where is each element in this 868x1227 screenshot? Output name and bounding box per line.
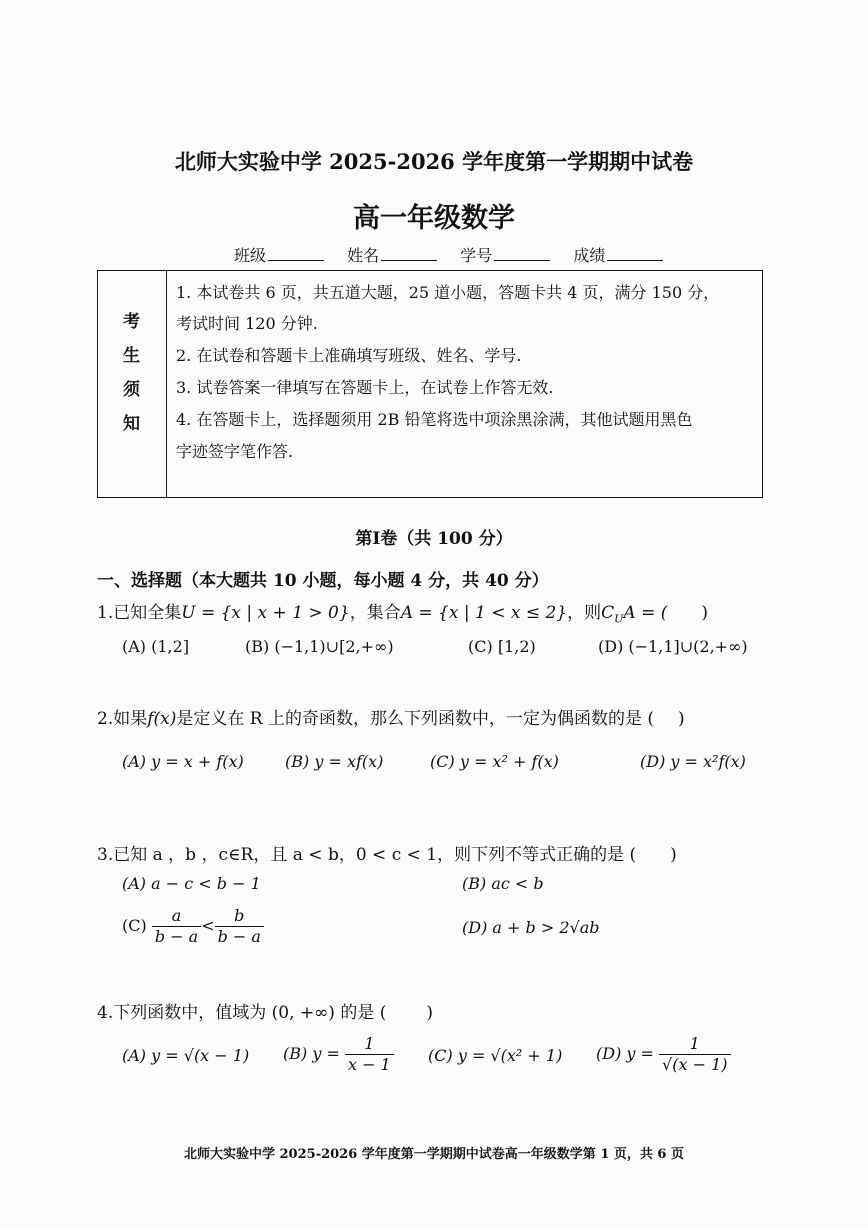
notice-char: 知 [123,414,140,434]
student-info-row [234,243,681,266]
q3-option-c-label: (C) [122,916,147,935]
fraction-numerator: 1 [659,1034,730,1055]
q3-fraction [215,906,264,947]
exam-notice-box [97,270,763,498]
score-blank[interactable] [607,246,663,261]
fraction-denominator: x − 1 [347,1055,391,1074]
notice-char: 生 [123,346,140,366]
q4-option-d-label: (D) y = [596,1044,654,1063]
q3-text: ) [670,845,677,865]
q4-option-d[interactable] [596,1034,731,1075]
q2-text: 是定义在 R 上的奇函数，那么下列函数中，一定为偶函数的是 ( [176,709,655,729]
q4-text: 4.下列函数中，值域为 (0, +∞) 的是 ( [97,1003,387,1023]
q1-math: A = ( [623,603,668,623]
q2-option-d[interactable]: (D) y = x²f(x) [640,752,746,771]
student-id-label: 学号 [460,246,493,265]
q1-text: 1.已知全集 [97,603,182,623]
q2-option-b[interactable]: (B) y = xf(x) [285,752,384,771]
q4-option-b[interactable] [283,1034,394,1075]
q2-text: 2.如果 [97,709,148,729]
notice-line: 1. 本试卷共 6 页，共五道大题，25 道小题，答题卡共 4 页，满分 150 分， [176,283,720,302]
q3-option-b[interactable]: (B) ac < b [462,874,544,893]
q3-option-d[interactable]: (D) a + b > 2√ab [462,918,600,937]
class-blank[interactable] [268,246,324,261]
q3-less-than: < [201,916,215,935]
name-blank[interactable] [381,246,437,261]
q4-option-b-label: (B) y = [283,1044,340,1063]
exam-title: 北师大实验中学 2025-2026 学年度第一学期期中试卷 [174,149,694,174]
fraction-numerator: 1 [345,1034,394,1055]
q1-option-d[interactable]: (D) (−1,1]∪(2,+∞) [598,637,748,656]
q4-option-c[interactable]: (C) y = √(x² + 1) [428,1046,563,1065]
question-1-stem [97,598,708,625]
q4-text: ) [426,1003,433,1023]
notice-line: 2. 在试卷和答题卡上准确填写班级、姓名、学号. [176,346,522,365]
q3-text: 3.已知 a ，b ，c∈R，且 a < b，0 < c < 1，则下列不等式正确的是 ( [97,845,637,865]
subject-title: 高一年级数学 [353,203,515,234]
class-label: 班级 [234,246,267,265]
notice-side-label [98,271,167,497]
fraction-numerator: a [152,906,201,927]
score-label: 成绩 [573,246,606,265]
student-id-blank[interactable] [494,246,550,261]
q2-option-c[interactable]: (C) y = x² + f(x) [430,752,559,771]
q3-option-a[interactable]: (A) a − c < b − 1 [122,874,261,893]
fraction-numerator: b [215,906,264,927]
q1-math: C [601,603,615,623]
q1-option-c[interactable]: (C) [1,2) [468,637,536,656]
page-footer: 北师大实验中学 2025-2026 学年度第一学期期中试卷高一年级数学第 1 页，共 6 页 [183,1147,684,1162]
notice-line: 字迹签字笔作答. [176,442,294,461]
notice-char: 须 [123,380,140,400]
q2-option-a[interactable]: (A) y = x + f(x) [122,752,244,771]
notice-line: 考试时间 120 分钟. [176,314,318,333]
fraction-denominator: √(x − 1) [662,1055,728,1074]
section-title: 第Ⅰ卷（共 100 分） [355,529,513,549]
part-title: 一、选择题（本大题共 10 小题，每小题 4 分，共 40 分） [97,571,549,591]
q3-fraction [152,906,201,947]
q1-math-sub: U [614,612,624,626]
q1-option-b[interactable]: (B) (−1,1)∪[2,+∞) [245,637,394,656]
q2-math: f(x) [147,709,177,729]
q4-fraction [659,1034,730,1075]
q1-text: ) [701,603,709,623]
q1-math: U = {x | x + 1 > 0} [181,603,350,623]
name-label: 姓名 [347,246,380,265]
q4-option-a[interactable]: (A) y = √(x − 1) [122,1046,250,1065]
q1-text: ，则 [567,603,602,623]
q3-option-c[interactable] [122,906,264,947]
question-2-stem [97,704,685,729]
q1-math: A = {x | 1 < x ≤ 2} [400,603,568,623]
q4-fraction [345,1034,394,1075]
q2-text: ) [678,709,685,729]
notice-line: 4. 在答题卡上，选择题须用 2B 铅笔将选中项涂黑涂满，其他试题用黑色 [176,410,693,429]
notice-line: 3. 试卷答案一律填写在答题卡上，在试卷上作答无效. [176,378,554,397]
fraction-denominator: b − a [217,927,261,946]
question-4-stem [97,998,433,1023]
question-3-stem [97,840,677,865]
q1-option-a[interactable]: (A) (1,2] [122,637,190,656]
notice-char: 考 [123,312,140,332]
q1-text: ，集合 [349,603,401,623]
fraction-denominator: b − a [154,927,199,946]
